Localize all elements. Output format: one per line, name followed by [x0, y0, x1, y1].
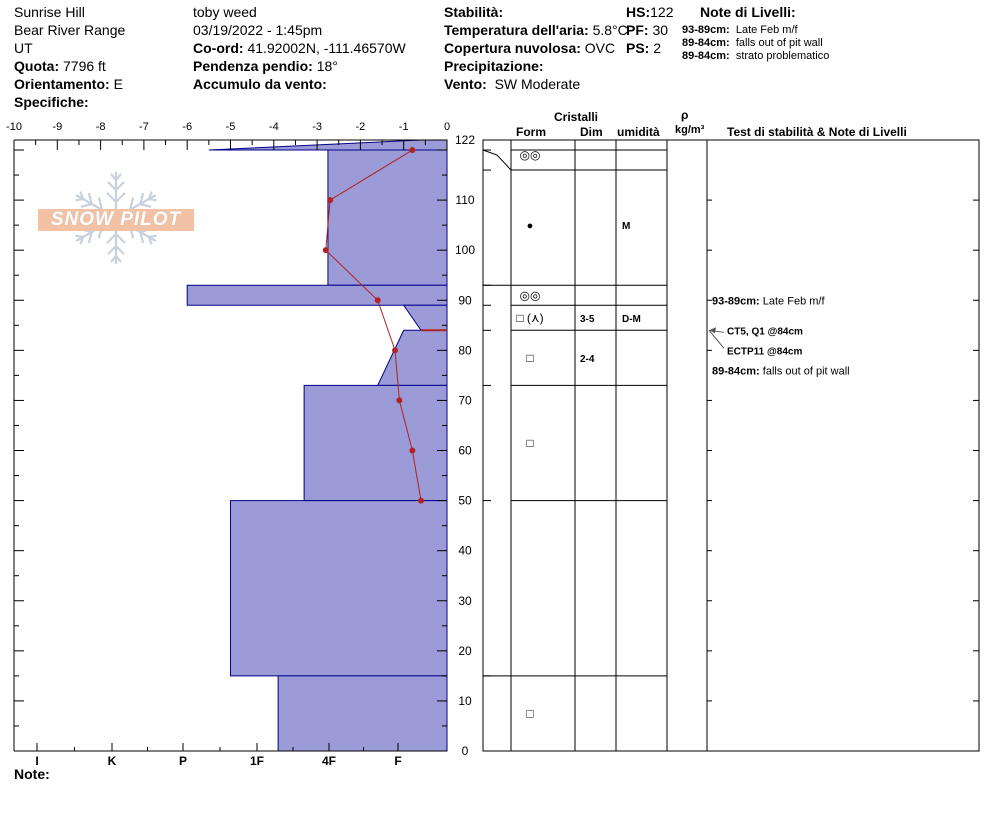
depth-tick-label: 50 [458, 493, 472, 508]
test-arrow-line [709, 330, 724, 348]
air-temp-value: 5.8°C [592, 22, 628, 38]
layer-notes-label: Note di Livelli: [700, 4, 796, 20]
location: Sunrise Hill [14, 4, 85, 20]
depth-tick-label: 60 [458, 443, 472, 458]
crystal-form-symbol: □ [526, 350, 534, 365]
hardness-layer [231, 501, 448, 676]
moisture-value: M [622, 221, 631, 233]
crystal-form-symbol: ◎◎ [519, 288, 541, 303]
crystal-form-symbol: ◎◎ [519, 148, 541, 163]
slope-label: Pendenza pendio: [193, 58, 313, 74]
stability-test-label: CT5, Q1 @84cm [727, 326, 803, 338]
form-header: Form [516, 125, 546, 139]
hardness-layer [378, 330, 447, 385]
wind-value: SW Moderate [494, 76, 581, 92]
moisture-value: D-M [622, 313, 641, 325]
range: Bear River Range [14, 22, 126, 38]
crystal-size-value: 3-5 [580, 313, 595, 325]
layer-note-range: 89-84cm: [682, 50, 730, 62]
depth-tick-label: 90 [458, 293, 472, 308]
crystal-form-symbol: □ (⋏) [516, 310, 544, 325]
temperature-point [327, 197, 333, 203]
temperature-tick-label: -10 [6, 121, 22, 133]
depth-tick-label: 110 [455, 193, 475, 208]
hardness-tick-label: 4F [321, 754, 337, 768]
temperature-tick-label: -6 [182, 121, 193, 133]
depth-tick-label: 70 [458, 393, 472, 408]
layer-note-text: strato problematico [735, 50, 830, 62]
layer-note-text: Late Feb m/f [735, 24, 798, 36]
depth-tick-label: 30 [458, 593, 472, 608]
ps-label: PS: [626, 40, 650, 56]
depth-tick-label: 10 [458, 693, 472, 708]
observer: toby weed [193, 4, 257, 20]
hardness-layer [328, 150, 447, 285]
datetime: 03/19/2022 - 1:45pm [193, 22, 323, 38]
crystals-header: Cristalli [554, 110, 599, 124]
logo-wordmark: SNOW PILOT [38, 209, 194, 231]
layer-note-range: 93-89cm: [682, 24, 730, 36]
rho-header: ρ [681, 108, 689, 122]
temperature-tick-label: -3 [312, 121, 322, 133]
pf-value: 30 [652, 22, 669, 38]
depth-tick-label: 80 [458, 343, 472, 358]
layer-note-text: falls out of pit wall [735, 37, 823, 49]
depth-tick-label: 122 [454, 133, 476, 147]
tests-notes-header: Test di stabilità & Note di Livelli [727, 125, 907, 139]
aspect-value: E [113, 76, 123, 92]
elevation-label: Quota: [14, 58, 60, 74]
slope-value: 18° [316, 58, 338, 74]
stability-label: Stabilità: [444, 4, 504, 20]
wind-loading-label: Accumulo da vento: [193, 76, 327, 92]
stability-test-label: ECTP11 @84cm [727, 346, 803, 358]
layer-connector-line [483, 150, 511, 170]
temperature-tick-label: -9 [52, 121, 63, 133]
temperature-tick-label: -1 [398, 121, 409, 133]
temperature-tick-label: -4 [268, 121, 279, 133]
hardness-layer [187, 285, 447, 305]
test-arrow-head [709, 327, 716, 333]
temperature-tick-label: -8 [95, 121, 106, 133]
coord-label: Co-ord: [193, 40, 244, 56]
temperature-tick-label: -2 [355, 121, 366, 133]
depth-tick-label: 0 [461, 744, 469, 758]
hardness-layer [278, 676, 447, 751]
hardness-tick-label: I [35, 754, 39, 768]
ps-value: 2 [653, 40, 662, 56]
profile-table-frame [483, 140, 979, 751]
wind-label: Vento: [444, 76, 487, 92]
air-temp-label: Temperatura dell'aria: [444, 22, 589, 38]
depth-tick-label: 20 [458, 643, 472, 658]
depth-tick-label: 100 [454, 243, 476, 258]
elevation-value: 7796 ft [63, 58, 106, 74]
temperature-point [323, 247, 329, 253]
layer-note-entry: 93-89cm: Late Feb m/f [712, 295, 825, 308]
temperature-point [375, 297, 381, 303]
temperature-tick-label: -7 [139, 121, 149, 133]
temperature-point [396, 397, 402, 403]
coord-value: 41.92002N, -111.46570W [247, 40, 406, 56]
pf-label: PF: [626, 22, 649, 38]
note-label: Note: [14, 766, 50, 782]
cloud-label: Copertura nuvolosa: [444, 40, 581, 56]
hardness-tick-label: 1F [249, 754, 265, 768]
temperature-point [409, 147, 415, 153]
state: UT [14, 40, 33, 56]
precip-label: Precipitazione: [444, 58, 544, 74]
hardness-layer [304, 385, 447, 500]
size-header: Dim [580, 125, 603, 139]
temperature-tick-label: -5 [225, 121, 236, 133]
moisture-header: umidità [617, 125, 660, 139]
hardness-layer [404, 305, 447, 330]
crystal-form-symbol: □ [526, 435, 534, 450]
specifics-label: Specifiche: [14, 94, 89, 110]
crystal-size-value: 2-4 [580, 353, 595, 365]
temperature-point [409, 448, 415, 454]
layer-note-range: 89-84cm: [682, 37, 730, 49]
hardness-tick-label: F [394, 754, 402, 768]
aspect-label: Orientamento: [14, 76, 110, 92]
layer-note-entry: 89-84cm: falls out of pit wall [712, 365, 850, 378]
crystal-form-symbol: ● [526, 220, 534, 233]
hs-label: HS: [626, 4, 651, 20]
temperature-tick-label: 0 [443, 121, 451, 133]
temperature-point [418, 498, 424, 504]
density-unit-header: kg/m³ [675, 124, 705, 136]
temperature-point [392, 347, 398, 353]
depth-tick-label: 40 [458, 543, 472, 558]
hardness-tick-label: K [107, 754, 117, 768]
hs-value: 122 [650, 4, 674, 20]
cloud-value: OVC [584, 40, 616, 56]
hardness-tick-label: P [178, 754, 188, 768]
crystal-form-symbol: □ [526, 706, 534, 721]
